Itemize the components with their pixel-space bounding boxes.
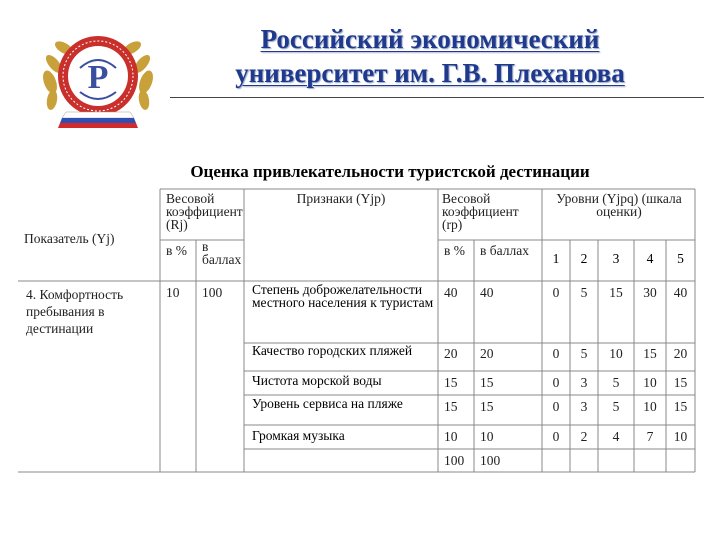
level-header-4: 4 [646,251,654,266]
sign-row-4: Уровень сервиса на пляже [252,396,403,411]
row-5-level-2: 2 [580,429,588,444]
level-header-3: 3 [612,251,620,266]
row-4-points: 15 [480,399,494,414]
row-5-level-3: 4 [612,429,620,444]
row-3-points: 15 [480,375,494,390]
row-1-points: 40 [480,285,494,300]
row-5-level-1: 0 [552,429,560,444]
row-5-level-4: 7 [646,429,654,444]
document-title: Оценка привлекательности туристской дестинации [190,162,590,181]
row-2-level-2: 5 [580,346,588,361]
subheader-points-2: в баллах [480,243,529,258]
svg-text:Р: Р [87,59,109,96]
row-1-level-5: 40 [673,285,688,300]
row-3-level-4: 10 [643,375,657,390]
row-4-percent: 15 [444,399,458,414]
university-name-line2: университет им. Г.В. Плеханова [235,58,625,88]
university-name-line1: Российский экономический [260,24,600,54]
row-5-percent: 10 [444,429,458,444]
total-points: 100 [480,453,501,468]
header-levels: Уровни (Yjpq) (шкала оценки) [556,191,682,219]
row-2-level-5: 20 [673,346,688,361]
row-2-level-3: 10 [609,346,623,361]
row-2-level-1: 0 [552,346,560,361]
row-2-points: 20 [480,346,494,361]
row-1-level-1: 0 [552,285,560,300]
level-header-5: 5 [677,251,684,266]
indicator-name: 4. Комфортность пребывания в дестинации [26,287,124,336]
header-signs: Признаки (Yjp) [296,191,386,206]
row-3-level-5: 15 [673,375,688,390]
row-2-level-4: 15 [643,346,657,361]
sign-row-5: Громкая музыка [252,428,345,443]
row-4-level-5: 15 [673,399,688,414]
row-2-percent: 20 [444,346,458,361]
sign-row-1: Степень доброжелательности местного населения к туристам [252,282,434,310]
sign-row-2: Качество городских пляжей [252,343,413,358]
header-weight-2: Весовой коэффициент (rp) [442,191,519,232]
sign-row-3: Чистота морской воды [252,373,382,388]
level-header-1: 1 [552,251,560,266]
row-1-level-2: 5 [580,285,588,300]
row-3-percent: 15 [444,375,458,390]
row-4-level-4: 10 [643,399,657,414]
row-1-level-3: 15 [609,285,623,300]
subheader-points: в баллах [202,239,242,267]
row-1-percent: 40 [444,285,458,300]
header-weight: Весовой коэффициент (Rj) [166,191,243,232]
subheader-percent-2: в % [444,243,465,258]
indicator-percent: 10 [166,285,180,300]
row-4-level-2: 3 [580,399,588,414]
row-3-level-1: 0 [552,375,560,390]
header-indicator: Показатель (Yj) [24,231,115,246]
row-3-level-2: 3 [580,375,588,390]
subheader-percent: в % [166,243,187,258]
row-4-level-3: 5 [612,399,620,414]
row-3-level-3: 5 [612,375,620,390]
row-4-level-1: 0 [552,399,560,414]
row-1-level-4: 30 [643,285,657,300]
total-percent: 100 [444,453,465,468]
indicator-points: 100 [202,285,223,300]
row-5-points: 10 [480,429,494,444]
level-header-2: 2 [580,251,588,266]
row-5-level-5: 10 [673,429,688,444]
